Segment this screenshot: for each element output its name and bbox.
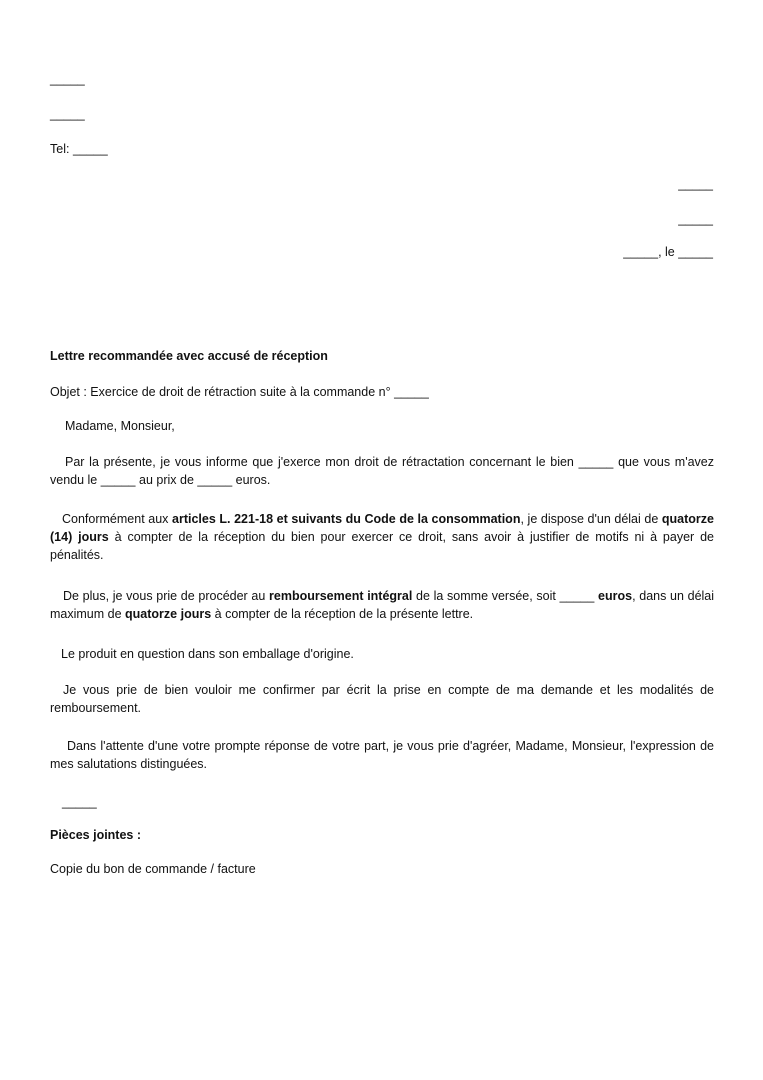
p1-text-d: euros. xyxy=(235,473,271,487)
paragraph-closing: Dans l'attente d'une votre prompte réponse de votre part, je vous prie d'agréer, Madame, Monsieur, l'expression de mes salutations distinguées. xyxy=(50,739,714,771)
attachment-item: Copie du bon de commande / facture xyxy=(50,862,256,876)
p3-refund: remboursement intégral xyxy=(269,589,413,603)
p1-item: _____ xyxy=(578,455,614,469)
paragraph-refund xyxy=(50,587,714,623)
place: _____ xyxy=(623,245,659,259)
p1-price: _____ xyxy=(197,473,233,487)
p3-text-c: , dans un délai maximum de xyxy=(50,589,715,621)
signature: _____ xyxy=(62,795,97,809)
date-separator: , le xyxy=(658,245,675,259)
letter-heading: Lettre recommandée avec accusé de réception xyxy=(50,349,328,363)
recipient-line-1: _____ xyxy=(678,177,713,191)
p3-delay: quatorze jours xyxy=(125,607,212,621)
letter-date: _____ xyxy=(678,245,713,259)
p3-text-d: à compter de la réception de la présente lettre. xyxy=(214,607,474,621)
p3-text-a: De plus, je vous prie de procéder au xyxy=(63,589,266,603)
p2-legal-reference: articles L. 221-18 et suivants du Code de la consommation xyxy=(172,512,521,526)
p2-text-b: , je dispose d'un délai de xyxy=(520,512,659,526)
attachments-title: Pièces jointes : xyxy=(50,828,142,842)
p1-text-c: au prix de xyxy=(139,473,194,487)
p2-text-c: à compter de la réception du bien pour exercer ce droit, sans avoir à justifier de motifs ni à payer de pénalités. xyxy=(50,530,714,562)
paragraph-confirmation: Je vous prie de bien vouloir me confirmer par écrit la prise en compte de ma demande et les modalités de remboursement. xyxy=(50,683,714,715)
recipient-line-2: _____ xyxy=(678,212,713,226)
p1-text-b: que vous m'avez vendu le xyxy=(50,455,714,487)
p3-text-b: de la somme versée, soit xyxy=(416,589,556,603)
letter-object xyxy=(50,385,429,400)
order-number: _____ xyxy=(394,385,429,399)
place-date-line xyxy=(623,245,713,260)
sender-tel-value: _____ xyxy=(72,142,108,156)
p1-text-a: Par la présente, je vous informe que j'exerce mon droit de rétractation concernant le bien xyxy=(65,455,574,469)
salutation: Madame, Monsieur, xyxy=(65,419,175,433)
sender-tel-label: Tel: xyxy=(50,142,70,156)
p1-date: _____ xyxy=(100,473,136,487)
paragraph-retractation xyxy=(50,453,714,489)
sender-tel xyxy=(50,142,108,157)
p3-currency: euros xyxy=(598,589,633,603)
p2-delay: quatorze (14) jours xyxy=(50,512,714,544)
sender-line-2: _____ xyxy=(50,107,85,121)
paragraph-legal-basis xyxy=(50,510,714,564)
p3-amount: _____ xyxy=(559,589,595,603)
p2-text-a: Conformément aux xyxy=(62,512,169,526)
sender-line-1: _____ xyxy=(50,72,85,86)
object-text: Objet : Exercice de droit de rétraction suite à la commande n° xyxy=(50,385,391,399)
paragraph-product: Le produit en question dans son emballage d'origine. xyxy=(61,647,354,661)
